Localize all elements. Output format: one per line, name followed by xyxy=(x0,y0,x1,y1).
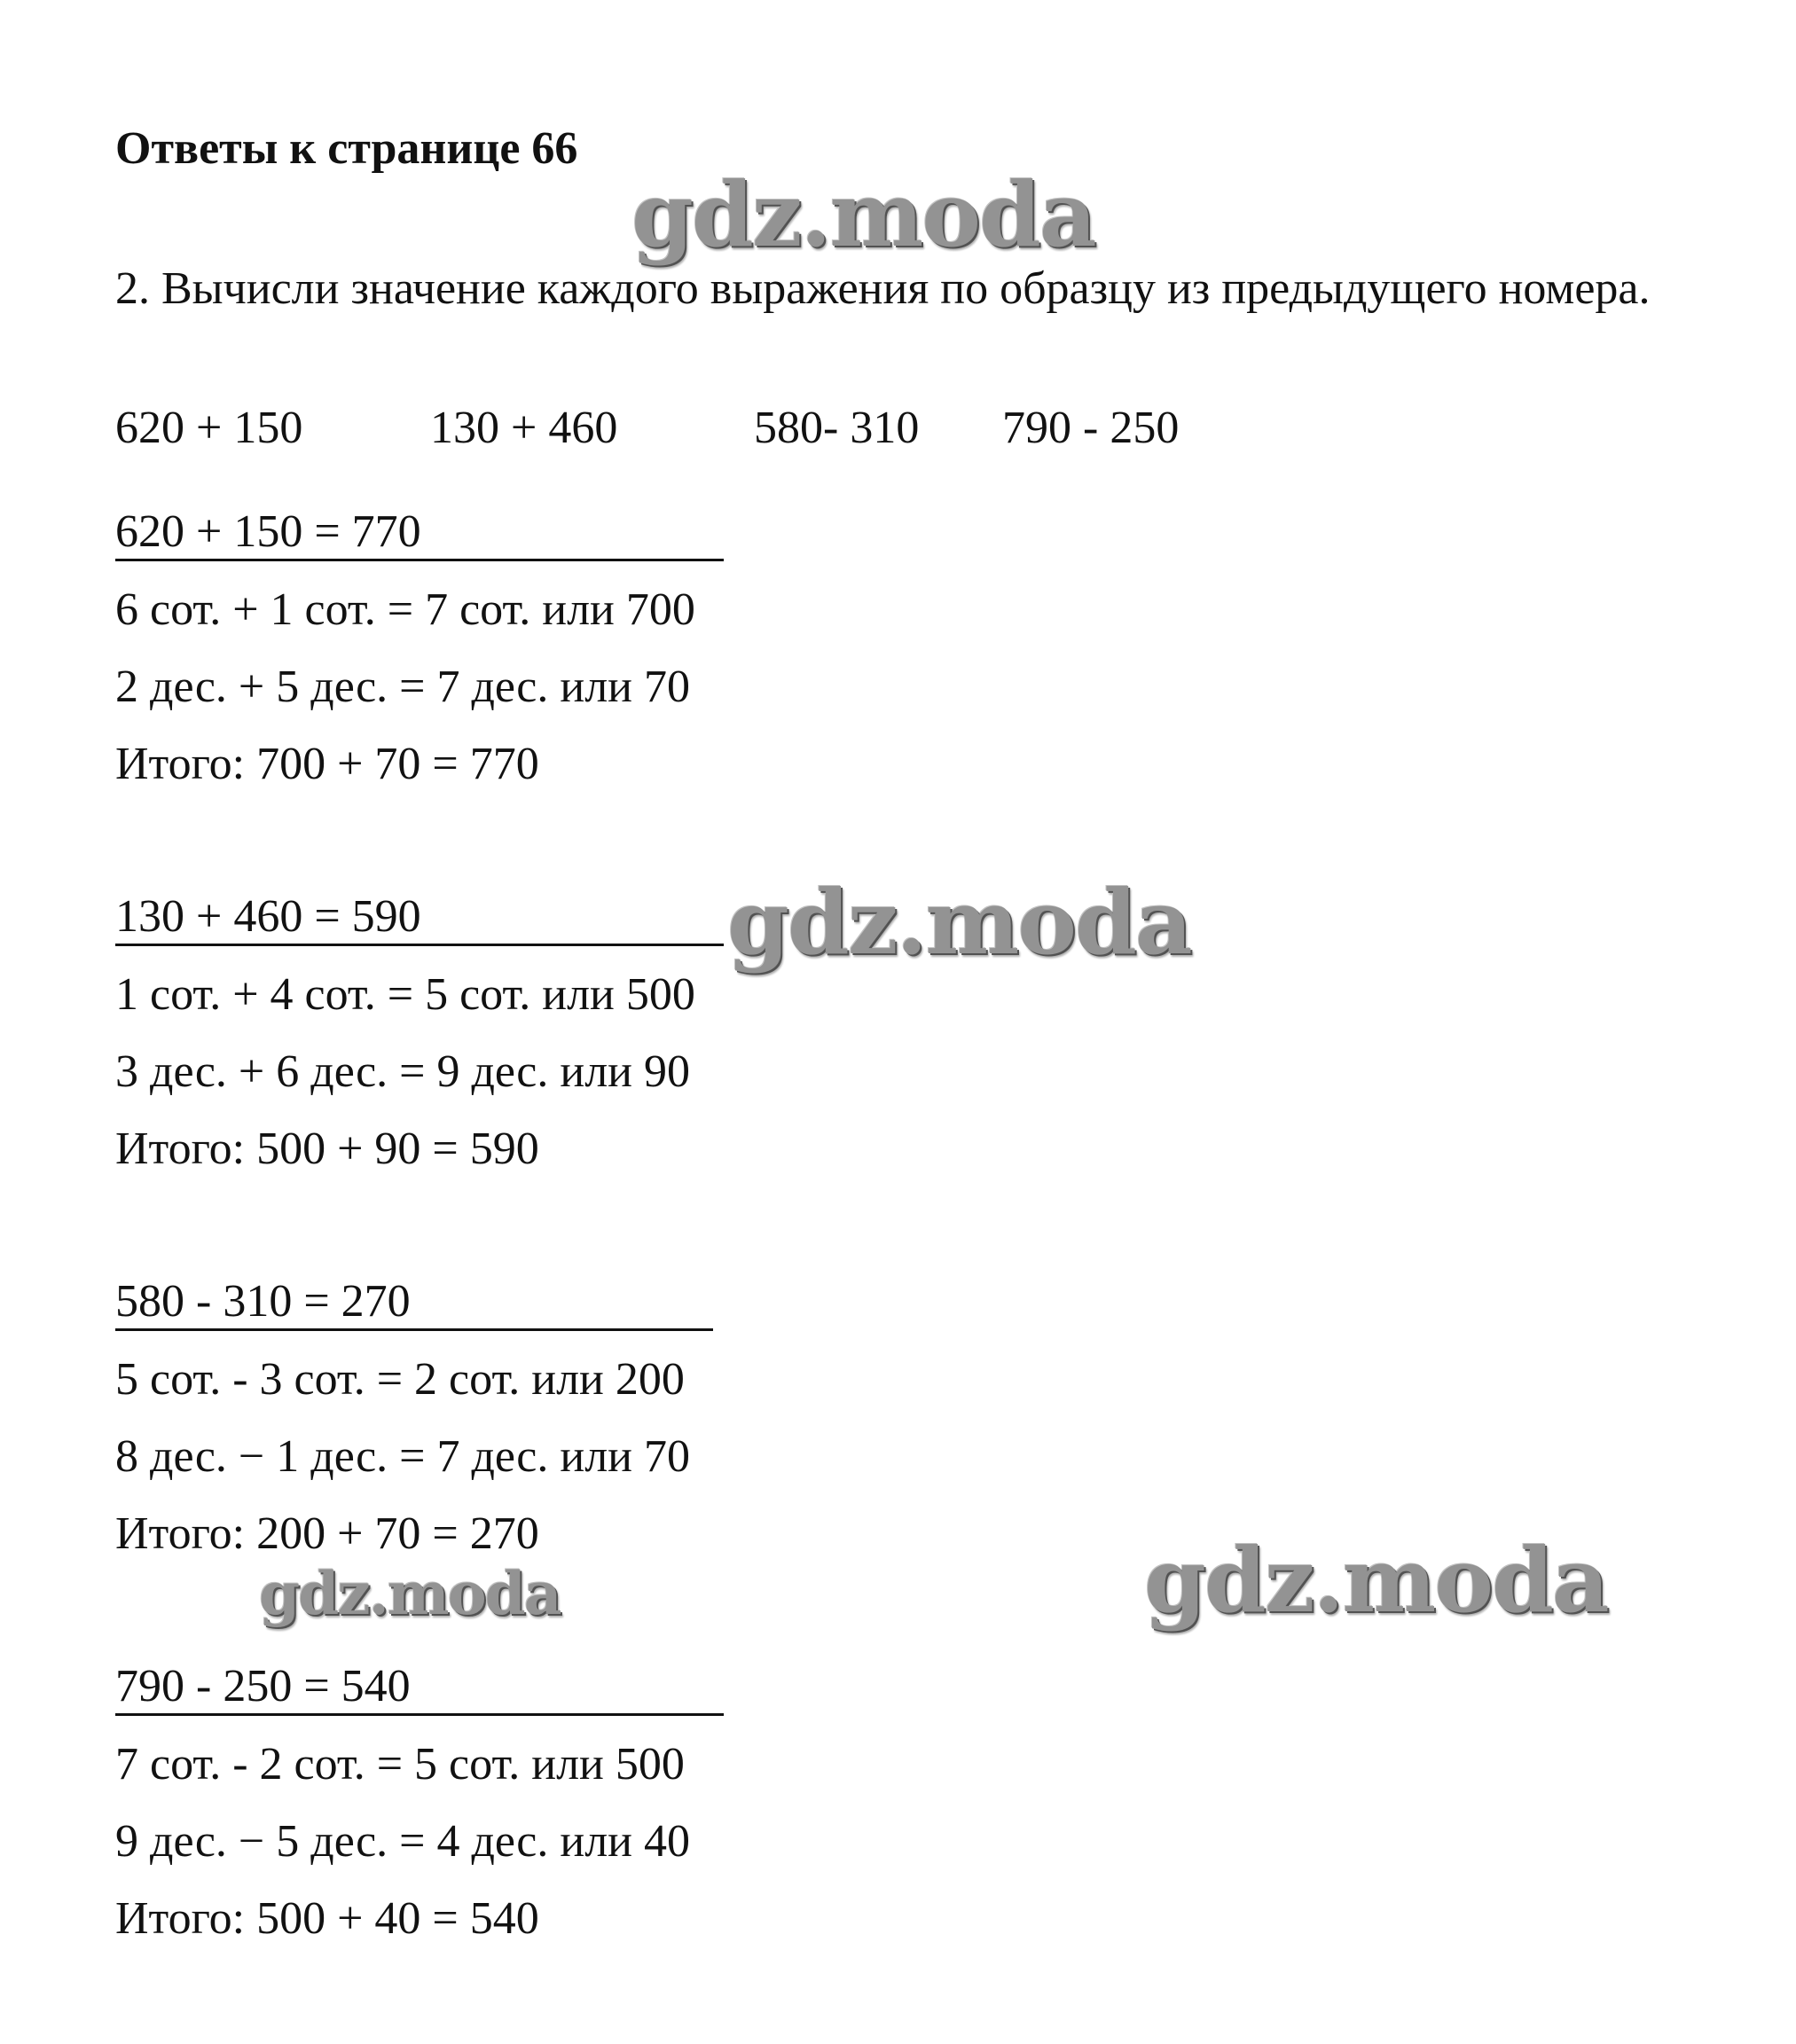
solution-block xyxy=(115,1661,914,1944)
solution-line: 6 сот. + 1 сот. = 7 сот. или 700 xyxy=(115,584,695,635)
solution-line: Итого: 500 + 90 = 590 xyxy=(115,1124,539,1174)
solution-heading: 620 + 150 = 770 xyxy=(115,509,724,561)
solution-heading: 580 - 310 = 270 xyxy=(115,1279,713,1331)
solution-line: Итого: 200 + 70 = 270 xyxy=(115,1508,539,1559)
expression-item: 130 + 460 xyxy=(430,403,618,453)
solution-line: 7 сот. - 2 сот. = 5 сот. или 500 xyxy=(115,1739,685,1789)
page-title: Ответы к странице 66 xyxy=(115,123,578,174)
solution-line: 9 дес. − 5 дес. = 4 дес. или 40 xyxy=(115,1816,690,1867)
watermark-logo: gdz.moda xyxy=(631,162,1095,267)
solution-line: Итого: 700 + 70 = 770 xyxy=(115,739,539,789)
watermark-logo: gdz.moda xyxy=(259,1559,561,1628)
expression-item: 790 - 250 xyxy=(1002,403,1180,453)
solution-block xyxy=(115,1276,914,1559)
solution-heading: 790 - 250 = 540 xyxy=(115,1664,724,1716)
expression-item: 620 + 150 xyxy=(115,403,303,453)
solution-line: Итого: 500 + 40 = 540 xyxy=(115,1893,539,1944)
solution-line: 2 дес. + 5 дес. = 7 дес. или 70 xyxy=(115,662,690,712)
solution-heading: 130 + 460 = 590 xyxy=(115,894,724,946)
task-text: 2. Вычисли значение каждого выражения по образцу из предыдущего номера. xyxy=(115,263,1651,314)
solution-line: 8 дес. − 1 дес. = 7 дес. или 70 xyxy=(115,1431,690,1482)
solution-line: 1 сот. + 4 сот. = 5 сот. или 500 xyxy=(115,969,695,1020)
watermark-logo: gdz.moda xyxy=(1144,1528,1608,1633)
expression-item: 580- 310 xyxy=(754,403,920,453)
solution-line: 3 дес. + 6 дес. = 9 дес. или 90 xyxy=(115,1046,690,1097)
watermark-logo: gdz.moda xyxy=(727,870,1191,975)
solution-line: 5 сот. - 3 сот. = 2 сот. или 200 xyxy=(115,1354,685,1405)
solution-block xyxy=(115,506,914,789)
